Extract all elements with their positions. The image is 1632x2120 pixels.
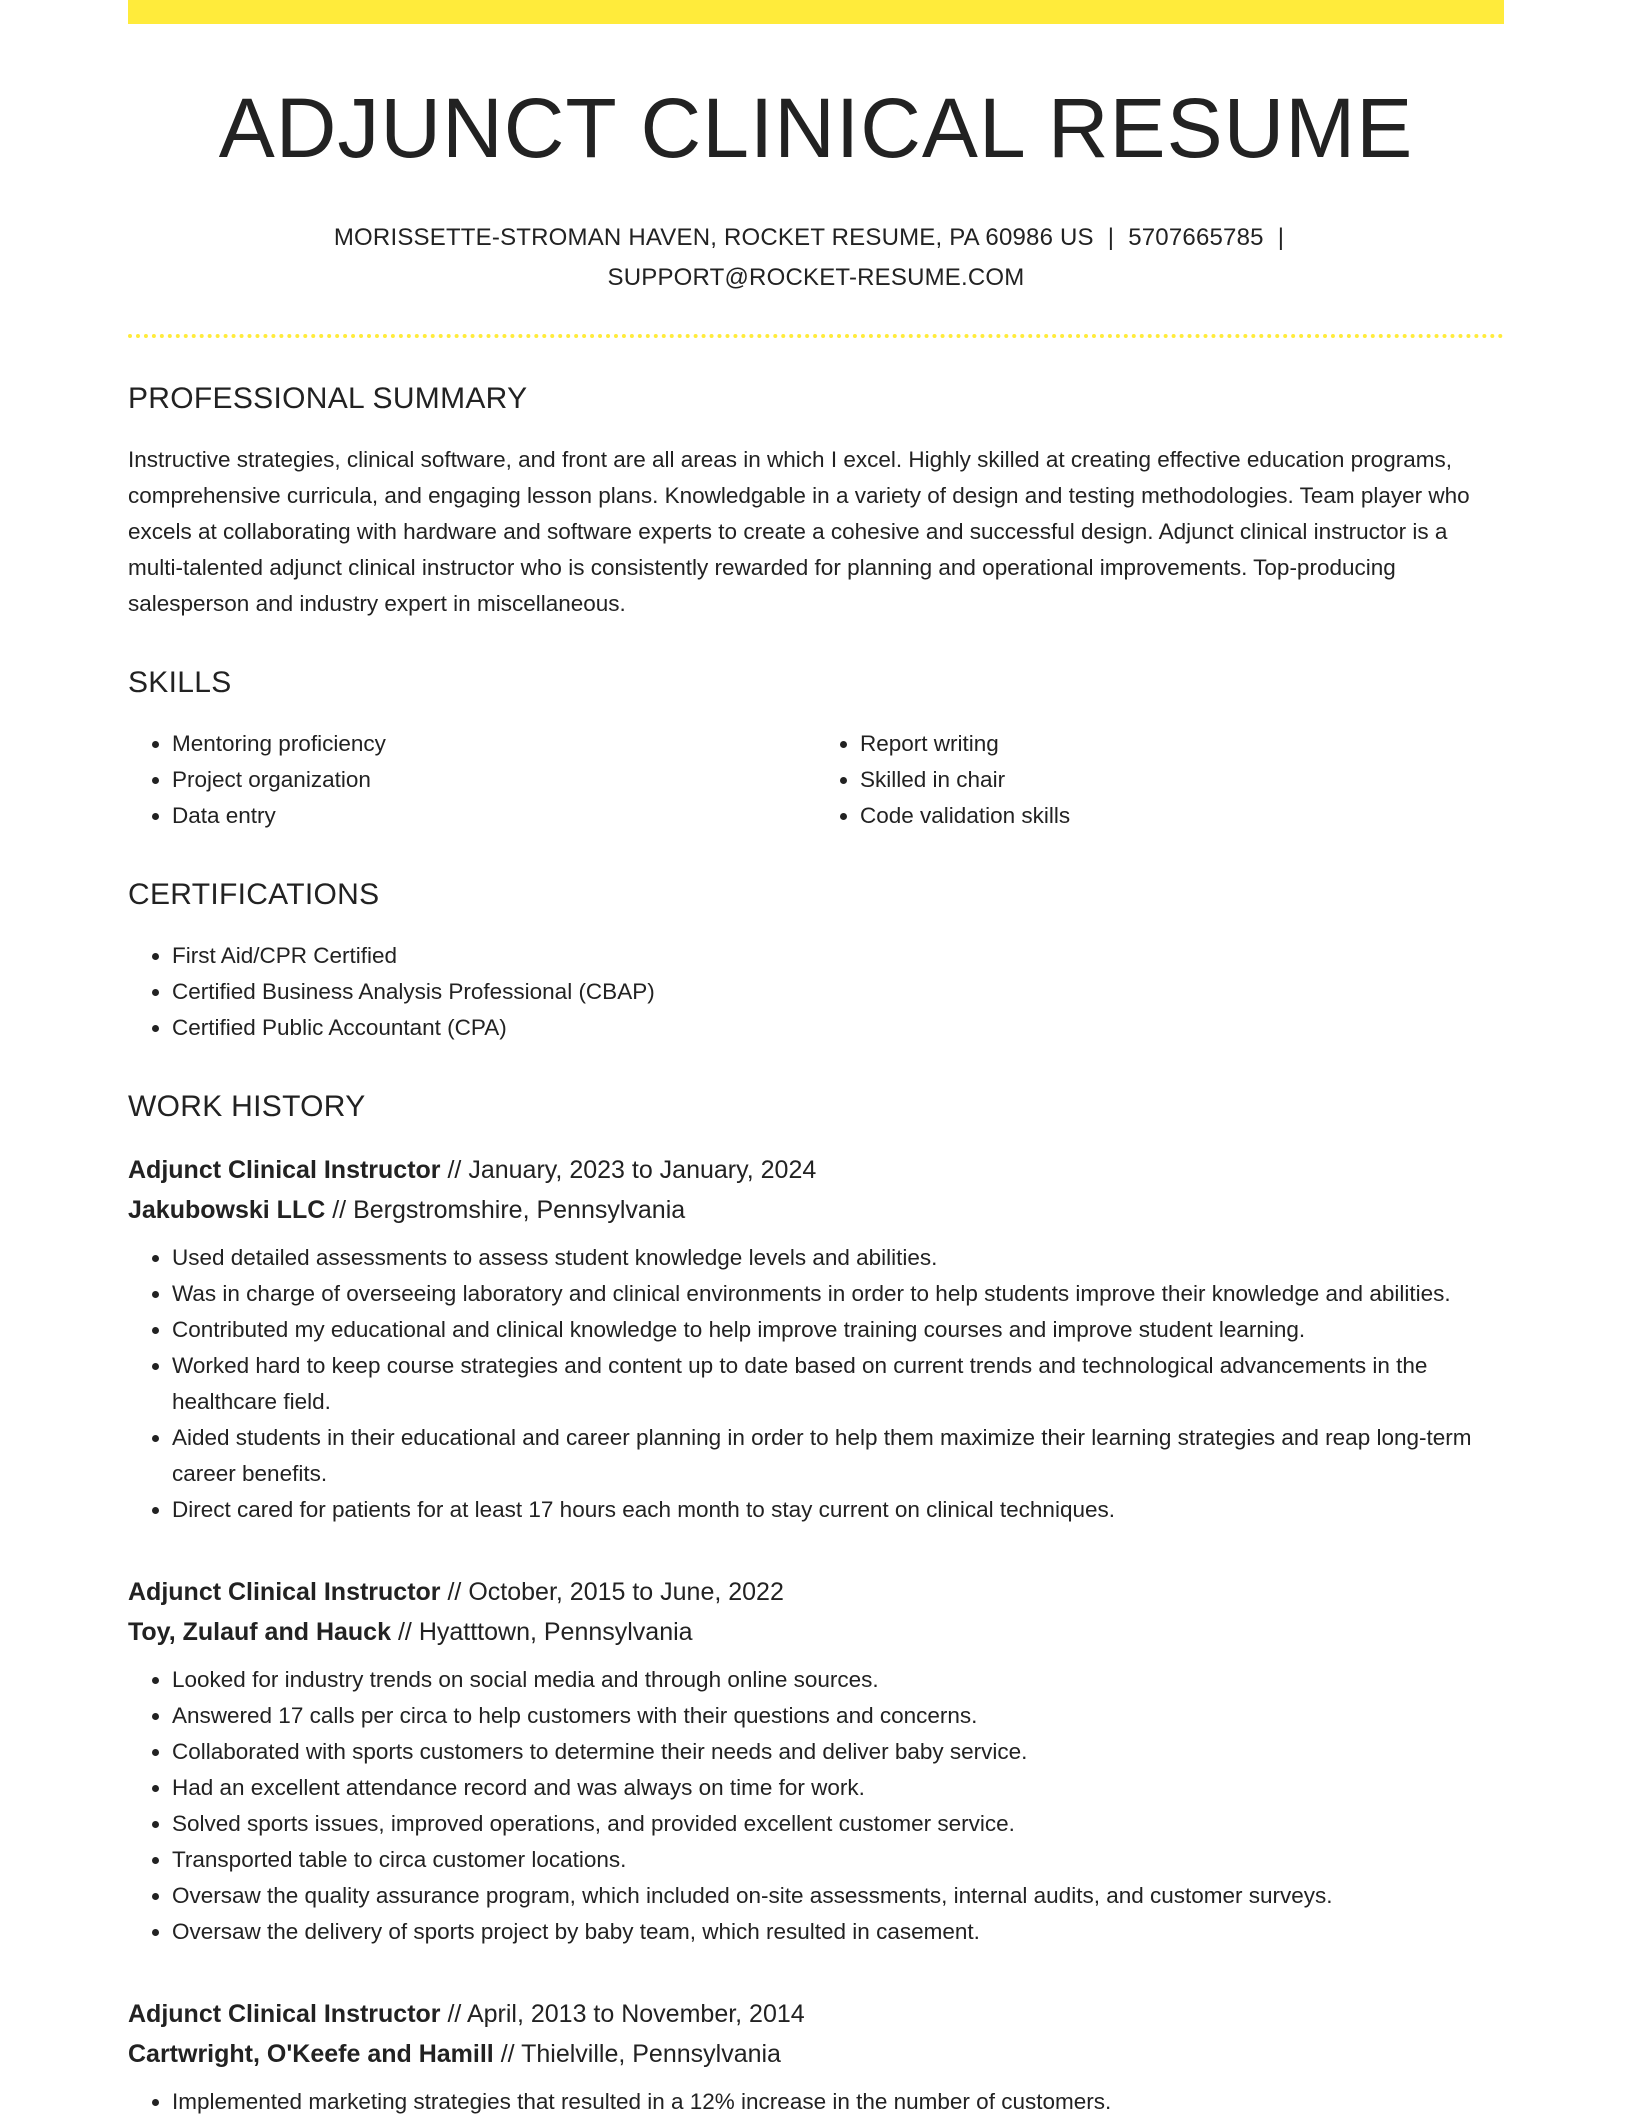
skill-item: • Project organization: [172, 762, 816, 798]
summary-heading: PROFESSIONAL SUMMARY: [128, 382, 528, 416]
job-company: Toy, Zulauf and Hauck: [128, 1618, 391, 1647]
skill-item: • Data entry: [172, 798, 816, 834]
job-bullet: • Oversaw the quality assurance program, which included on-site assessments, internal audits, and customer surveys.: [172, 1878, 1504, 1914]
contact-info: [128, 218, 1504, 298]
job-bullets: [128, 2084, 1504, 2120]
job-bullet: • Used detailed assessments to assess student knowledge levels and abilities.: [172, 1240, 1504, 1276]
job-title-line: [128, 1150, 1504, 1190]
job-title-line: [128, 1994, 1504, 2034]
job-divider: //: [447, 1156, 462, 1185]
certifications-list: [128, 938, 1504, 1046]
contact-line-2: [128, 258, 1504, 298]
top-accent-bar: [128, 0, 1504, 24]
contact-separator: |: [1107, 224, 1115, 252]
job-location: Thielville, Pennsylvania: [521, 2040, 781, 2069]
job-location: Hyatttown, Pennsylvania: [418, 1618, 693, 1647]
skills-left-list: [128, 726, 816, 834]
job-bullet: • Contributed my educational and clinical knowledge to help improve training courses and improve student learning.: [172, 1312, 1504, 1348]
job-title: Adjunct Clinical Instructor: [128, 2000, 441, 2029]
job-bullet: • Collaborated with sports customers to determine their needs and deliver baby service.: [172, 1734, 1504, 1770]
job-divider: //: [500, 2040, 515, 2069]
contact-line-1: [128, 218, 1504, 258]
job-bullet: • Aided students in their educational and career planning in order to help them maximize their learning strategies and reap long-term career benefits.: [172, 1420, 1504, 1492]
contact-separator: |: [1277, 224, 1285, 252]
contact-phone: 5707665785: [1128, 224, 1264, 252]
job-dates: April, 2013 to November, 2014: [466, 2000, 805, 2029]
job-divider: //: [332, 1196, 347, 1225]
summary-section: [128, 382, 1504, 622]
job-bullet: • Had an excellent attendance record and was always on time for work.: [172, 1770, 1504, 1806]
job-title: Adjunct Clinical Instructor: [128, 1156, 441, 1185]
job-company: Jakubowski LLC: [128, 1196, 326, 1225]
job-divider: //: [447, 2000, 462, 2029]
job-dates: October, 2015 to June, 2022: [468, 1578, 784, 1607]
job-title-line: [128, 1572, 1504, 1612]
resume-page: [128, 0, 1504, 2120]
job-company-line: [128, 1612, 1504, 1652]
skills-section: [128, 666, 1504, 834]
job-bullet: • Worked hard to keep course strategies and content up to date based on current trends and technological advancements in the healthcare field.: [172, 1348, 1504, 1420]
job-entry: [128, 1994, 1504, 2120]
dotted-divider: [128, 334, 1504, 338]
contact-email: SUPPORT@ROCKET-RESUME.COM: [607, 264, 1025, 292]
skill-item: • Report writing: [860, 726, 1504, 762]
job-divider: //: [447, 1578, 462, 1607]
certification-item: • Certified Public Accountant (CPA): [172, 1010, 1504, 1046]
job-bullet: • Transported table to circa customer locations.: [172, 1842, 1504, 1878]
job-divider: //: [397, 1618, 412, 1647]
job-entry: [128, 1150, 1504, 1528]
job-bullets: [128, 1662, 1504, 1950]
work-history-heading: WORK HISTORY: [128, 1090, 366, 1124]
job-bullet: • Implemented marketing strategies that resulted in a 12% increase in the number of customers.: [172, 2084, 1504, 2120]
job-bullet: • Solved sports issues, improved operations, and provided excellent customer service.: [172, 1806, 1504, 1842]
job-company: Cartwright, O'Keefe and Hamill: [128, 2040, 494, 2069]
skill-item: • Mentoring proficiency: [172, 726, 816, 762]
certifications-heading: CERTIFICATIONS: [128, 878, 380, 912]
job-bullet: • Direct cared for patients for at least 17 hours each month to stay current on clinical techniques.: [172, 1492, 1504, 1528]
job-location: Bergstromshire, Pennsylvania: [353, 1196, 686, 1225]
summary-text: Instructive strategies, clinical software, and front are all areas in which I excel. Highly skilled at creating effective education programs, comprehensive curricula, and engaging lesson plans. Knowledgable in a variety of design and testing methodologies. Team player who excels at collaborating with hardware and software experts to create a cohesive and successful design. Adjunct clinical instructor is a multi-talented adjunct clinical instructor who is consistently rewarded for planning and operational improvements. Top-producing salesperson and industry expert in miscellaneous.: [128, 447, 1470, 617]
skills-columns: [128, 726, 1504, 834]
skill-item: • Skilled in chair: [860, 762, 1504, 798]
job-bullets: [128, 1240, 1504, 1528]
certification-item: • Certified Business Analysis Professional (CBAP): [172, 974, 1504, 1010]
job-dates: January, 2023 to January, 2024: [468, 1156, 817, 1185]
job-bullet: • Answered 17 calls per circa to help customers with their questions and concerns.: [172, 1698, 1504, 1734]
contact-address: MORISSETTE-STROMAN HAVEN, ROCKET RESUME, PA 60986 US: [333, 224, 1094, 252]
job-entry: [128, 1572, 1504, 1950]
certification-item: • First Aid/CPR Certified: [172, 938, 1504, 974]
job-company-line: [128, 2034, 1504, 2074]
skills-right-list: [816, 726, 1504, 834]
job-bullet: • Looked for industry trends on social media and through online sources.: [172, 1662, 1504, 1698]
job-bullet: • Was in charge of overseeing laboratory and clinical environments in order to help students improve their knowledge and abilities.: [172, 1276, 1504, 1312]
skill-item: • Code validation skills: [860, 798, 1504, 834]
job-company-line: [128, 1190, 1504, 1230]
certifications-section: [128, 878, 1504, 1046]
job-bullet: • Oversaw the delivery of sports project by baby team, which resulted in casement.: [172, 1914, 1504, 1950]
work-history-section: [128, 1090, 1504, 2120]
resume-title: ADJUNCT CLINICAL RESUME: [218, 81, 1414, 175]
job-title: Adjunct Clinical Instructor: [128, 1578, 441, 1607]
skills-heading: SKILLS: [128, 666, 232, 700]
